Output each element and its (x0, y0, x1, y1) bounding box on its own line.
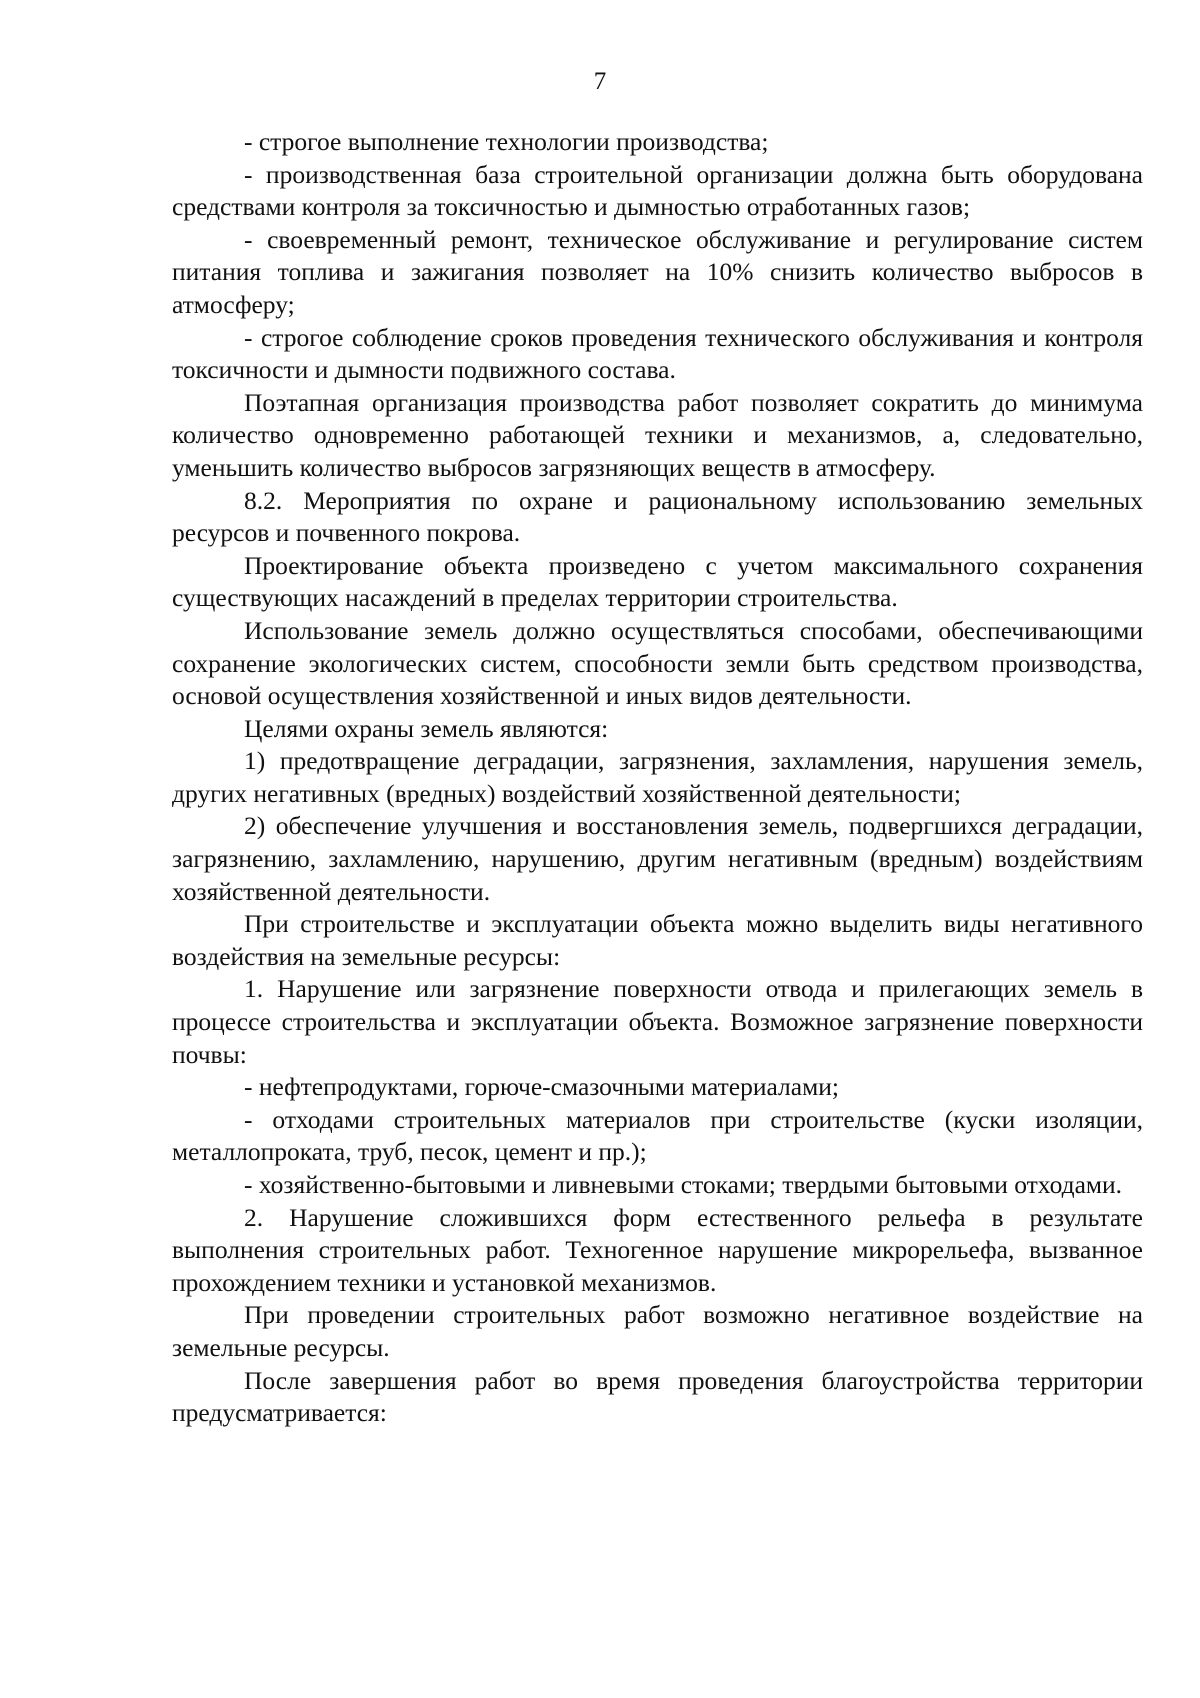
list-item-goal-2: 2) обеспечение улучшения и восстановления земель, подвергшихся деградации, загрязнению, захламлению, нарушению, другим негативным (вредным) воздействиям хозяйственной деятельности. (172, 811, 1143, 906)
paragraph-goals-intro: Целями охраны земель являются: (244, 713, 609, 743)
paragraph-after-completion: После завершения работ во время проведения благоустройства территории предусматривается: (172, 1365, 1143, 1428)
list-item-repair: - своевременный ремонт, техническое обслуживание и регулирование систем питания топлива и зажигания позволяет на 10% снизить количество выбросов в атмосферу; (172, 224, 1143, 319)
list-item-production-base: - производственная база строительной организации должна быть оборудована средствами контроля за токсичностью и дымностью отработанных газов; (172, 159, 1143, 222)
list-item-impact-1: 1. Нарушение или загрязнение поверхности отвода и прилегающих земель в процессе строительства и эксплуатации объекта. Возможное загрязнение поверхности почвы: (172, 974, 1143, 1069)
list-item-goal-1: 1) предотвращение деградации, загрязнения, захламления, нарушения земель, других негативных (вредных) воздействий хозяйственной деятельности; (172, 746, 1143, 808)
section-heading-8-2: 8.2. Мероприятия по охране и рациональному использованию земельных ресурсов и почвенного покрова. (172, 485, 1143, 548)
list-item-technology: - строгое выполнение технологии производства; (244, 127, 769, 156)
list-item-domestic-waste: - хозяйственно-бытовыми и ливневыми стоками; твердыми бытовыми отходами. (244, 1170, 1123, 1199)
list-item-oil-products: - нефтепродуктами, горюче-смазочными материалами; (244, 1072, 839, 1102)
paragraph-staged-organization: Поэтапная организация производства работ позволяет сократить до минимума количество одновременно работающей техники и механизмов, а, следовательно, уменьшить количество выбросов загрязняющих веществ в атмосферу. (172, 387, 1143, 482)
list-item-maintenance-schedule: - строгое соблюдение сроков проведения технического обслуживания и контроля токсичности и дымности подвижного состава. (172, 322, 1143, 385)
paragraph-design: Проектирование объекта произведено с учетом максимального сохранения существующих насаждений в пределах территории строительства. (172, 550, 1143, 613)
paragraph-land-use: Использование земель должно осуществляться способами, обеспечивающими сохранение экологических систем, способности земли быть средством производства, основой осуществления хозяйственной и иных видов деятельности. (172, 615, 1143, 711)
list-item-construction-waste: - отходами строительных материалов при строительстве (куски изоляции, металлопроката, труб, песок, цемент и пр.); (172, 1104, 1143, 1167)
list-item-impact-2: 2. Нарушение сложившихся форм естественного рельефа в результате выполнения строительных работ. Техногенное нарушение микрорельефа, вызванное прохождением техники и установкой механизмов. (172, 1202, 1143, 1297)
document-body (172, 126, 1143, 1430)
paragraph-construction-impact: При проведении строительных работ возможно негативное воздействие на земельные ресурсы. (172, 1300, 1143, 1362)
paragraph-impact-intro: При строительстве и эксплуатации объекта можно выделить виды негативного воздействия на земельные ресурсы: (172, 909, 1143, 971)
page-number: 7 (593, 68, 607, 95)
